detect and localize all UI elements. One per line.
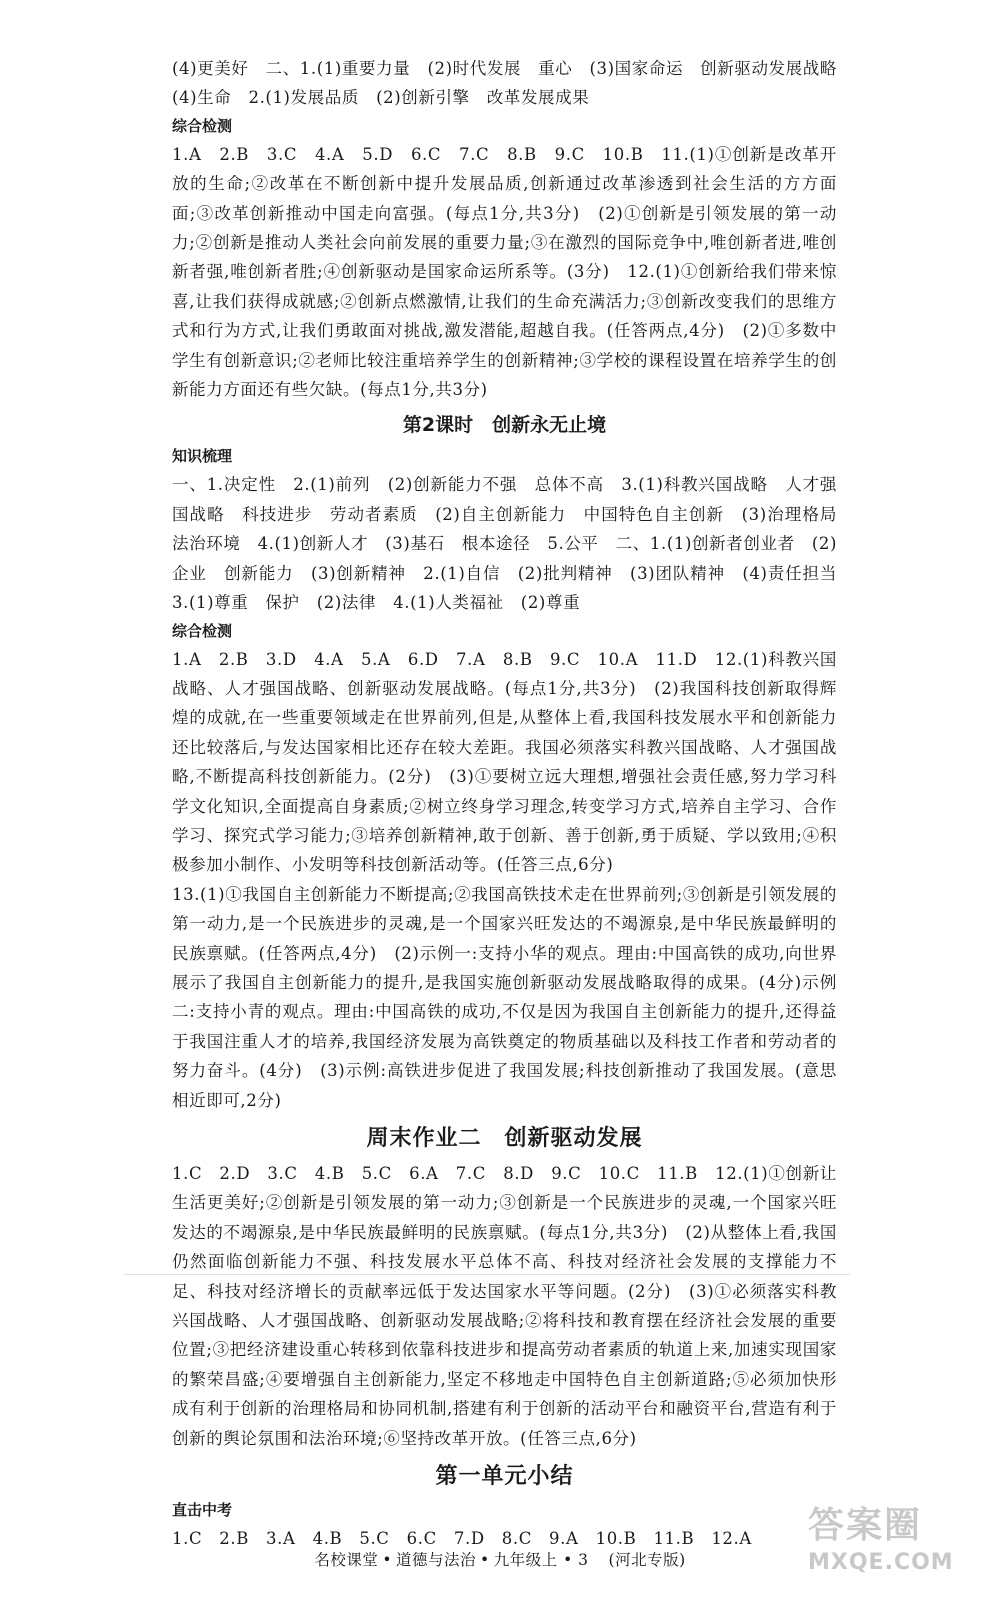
subheading: 综合检测 (172, 116, 233, 135)
paragraph: 1.A 2.B 3.D 4.A 5.A 6.D 7.A 8.B 9.C 10.A 11.D 12.(1)科教兴国战略、人才强国战略、创新驱动发展战略。(每点1分,共3分) (2)我国科技创新取得辉煌的成就,在一些重要领域走在世界前列,但是,从整体上看,我国科技发展水平和创新能力还比较落后,与发达国家相比还存在较大差距。我国必须落实科教兴国战略、人才强国战略,不断提高科技创新能力。(2分) (3)①要树立远大理想,增强社会责任感,努力学习科学文化知识,全面提高自身素质;②树立终身学习理念,转变学习方式,培养自主学习、合作学习、探究式学习能力;③培养创新精神,敢于创新、善于创新,勇于质疑、学以致用;④积极参加小制作、小发明等科技创新活动等。(任答三点,6分) (172, 649, 837, 875)
subheading: 直击中考 (172, 1501, 233, 1520)
subheading: 综合检测 (172, 621, 233, 640)
paragraph: (4)更美好 二、1.(1)重要力量 (2)时代发展 重心 (3)国家命运 创新驱动发展战略 (4)生命 2.(1)发展品质 (2)创新引擎 改革发展成果 (172, 59, 855, 108)
footer-edition: (河北专版) (608, 1551, 686, 1569)
paragraph: 13.(1)①我国自主创新能力不断提高;②我国高铁技术走在世界前列;③创新是引领发展的第一动力,是一个民族进步的灵魂,是一个国家兴旺发达的不竭源泉,是中华民族最鲜明的民族禀赋。(任答两点,4分) (2)示例一:支持小华的观点。理由:中国高铁的成功,向世界展示了我国自主创新能力的提升,是我国实施创新驱动发展战略取得的成果。(4分)示例二:支持小青的观点。理由:中国高铁的成功,不仅是因为我国自主创新能力的提升,还得益于我国注重人才的培养,我国经济发展为高铁奠定的物质基础以及科技工作者和劳动者的努力奋斗。(4分) (3)示例:高铁进步促进了我国发展;科技创新推动了我国发展。(意思相近即可,2分) (172, 884, 837, 1110)
section-heading: 周末作业二 创新驱动发展 (366, 1126, 643, 1151)
paragraph: 一、1.决定性 2.(1)前列 (2)创新能力不强 总体不高 3.(1)科教兴国战略 人才强国战略 科技进步 劳动者素质 (2)自主创新能力 中国特色自主创新 (3)治理格局 法治环境 4.(1)创新人才 (3)基石 根本途径 5.公平 二、1.(1)创新者创业者 (2)企业 创新能力 (3)创新精神 2.(1)自信 (2)批判精神 (3)团队精神 (4)责任担当 3.(1)尊重 保护 (2)法律 4.(1)人类福祉 (2)尊重 (172, 475, 855, 613)
paragraph: 1.C 2.B 3.A 4.B 5.C 6.C 7.D 8.C 9.A 10.B 11.B 12.A (172, 1529, 752, 1549)
paragraph: 1.C 2.D 3.C 4.B 5.C 6.A 7.C 8.D 9.C 10.C 11.B 12.(1)①创新让生活更美好;②创新是引领发展的第一动力;③创新是一个民族进步的灵魂,一个国家兴旺发达的不竭源泉,是中华民族最鲜明的民族禀赋。(每点1分,共3分) (2)从整体上看,我国仍然面临创新能力不强、科技发展水平总体不高、科技对经济社会发展的支撑能力不足、科技对经济增长的贡献率远低于发达国家水平等问题。(2分) (3)①必须落实科教兴国战略、人才强国战略、创新驱动发展战略;②将科技和教育摆在经济社会发展的重要位置;③把经济建设重心转移到依靠科技进步和提高劳动者素质的轨道上来,加速实现国家的繁荣昌盛;④要增强自主创新能力,坚定不移地走中国特色自主创新道路;⑤必须加快形成有利于创新的治理格局和协同机制,搭建有利于创新的活动平台和融资平台,营造有利于创新的舆论氛围和法治环境;⑥坚持改革开放。(任答三点,6分) (172, 1164, 837, 1448)
section-heading: 第一单元小结 (435, 1464, 574, 1490)
content-block (172, 54, 855, 1553)
footer-book: 名校课堂 (314, 1551, 379, 1569)
subheading: 知识梳理 (172, 447, 233, 466)
divider (124, 1274, 850, 1275)
footer-dot: • (382, 1551, 392, 1569)
lesson-heading: 第2课时 创新永无止境 (402, 414, 607, 437)
watermark-url: MXQE.COM (808, 1550, 954, 1575)
paragraph: 1.A 2.B 3.C 4.A 5.D 6.C 7.C 8.B 9.C 10.B 11.(1)①创新是改革开放的生命;②改革在不断创新中提升发展品质,创新通过改革渗透到社会生活的方方面面;③改革创新推动中国走向富强。(每点1分,共3分) (2)①创新是引领发展的第一动力;②创新是推动人类社会向前发展的重要力量;③在激烈的国际竞争中,唯创新者进,唯创新者强,唯创新者胜;④创新驱动是国家命运所系等。(3分) 12.(1)①创新给我们带来惊喜,让我们获得成就感;②创新点燃激情,让我们的生命充满活力;③创新改变我们的思维方式和行为方式,让我们勇敢面对挑战,激发潜能,超越自我。(任答两点,4分) (2)①多数中学生有创新意识;②老师比较注重培养学生的创新精神;③学校的课程设置在培养学生的创新能力方面还有些欠缺。(每点1分,共3分) (172, 144, 837, 400)
answer-page (172, 54, 855, 1553)
watermark-title: 答案圈 (808, 1505, 923, 1546)
footer-subject: 道德与法治 (396, 1551, 477, 1569)
footer-dot: • (480, 1551, 490, 1569)
footer-grade-page: 九年级上 • 3 (493, 1551, 589, 1569)
watermark (808, 1502, 983, 1592)
